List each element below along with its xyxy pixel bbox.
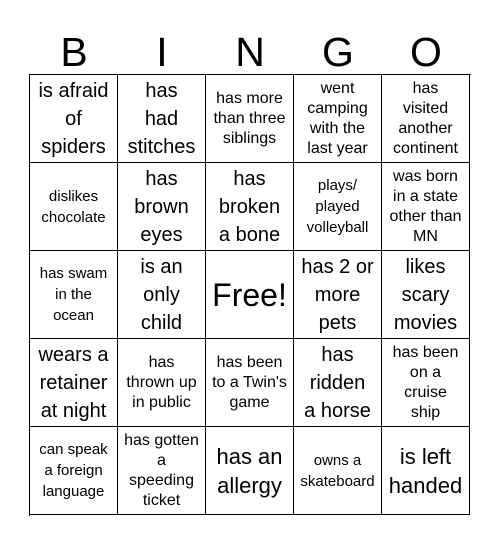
bingo-cell-text: has been on a cruise ship — [392, 343, 459, 421]
bingo-cell-text: plays/ played volleyball — [306, 177, 369, 236]
bingo-cell-g1[interactable] — [294, 75, 382, 163]
bingo-cell-text: is an only child — [140, 255, 183, 334]
bingo-cell-text: is left handed — [388, 443, 463, 498]
bingo-cell-b5[interactable] — [30, 427, 118, 515]
bingo-cell-g3[interactable] — [294, 251, 382, 339]
bingo-cell-text: has brown eyes — [134, 167, 189, 246]
bingo-cell-n4[interactable] — [206, 339, 294, 427]
bingo-cell-text: has more than three siblings — [213, 89, 286, 147]
bingo-cell-free[interactable] — [206, 251, 294, 339]
bingo-cell-n1[interactable] — [206, 75, 294, 163]
bingo-cell-o1[interactable] — [382, 75, 470, 163]
bingo-cell-text: has visited another continent — [393, 79, 458, 157]
bingo-cell-text: owns a skateboard — [300, 451, 375, 490]
bingo-board — [29, 74, 471, 516]
bingo-cell-i3[interactable] — [118, 251, 206, 339]
bingo-header — [30, 30, 470, 74]
bingo-cell-o5[interactable] — [382, 427, 470, 515]
header-letter-n: N — [235, 28, 265, 75]
bingo-cell-text: was born in a state other than MN — [389, 167, 462, 245]
header-letter-i: I — [156, 28, 168, 75]
bingo-cell-text: has an allergy — [216, 443, 283, 498]
bingo-cell-text: has broken a bone — [218, 167, 281, 246]
bingo-cell-o4[interactable] — [382, 339, 470, 427]
bingo-cell-text: dislikes chocolate — [41, 187, 106, 226]
bingo-cell-text: has ridden a horse — [304, 343, 371, 422]
bingo-cell-text: has had stitches — [127, 79, 196, 158]
bingo-cell-text: has swam in the ocean — [39, 265, 108, 324]
bingo-cell-text: likes scary movies — [393, 255, 458, 334]
bingo-cell-n2[interactable] — [206, 163, 294, 251]
bingo-cell-b2[interactable] — [30, 163, 118, 251]
bingo-cell-g4[interactable] — [294, 339, 382, 427]
bingo-cell-b4[interactable] — [30, 339, 118, 427]
header-letter-o: O — [410, 28, 442, 75]
header-letter-g: G — [322, 28, 354, 75]
bingo-cell-text: has 2 or more pets — [301, 255, 374, 334]
free-space-text: Free! — [212, 276, 287, 313]
bingo-cell-n5[interactable] — [206, 427, 294, 515]
header-letter-b: B — [60, 28, 88, 75]
bingo-cell-text: is afraid of spiders — [38, 79, 109, 158]
bingo-cell-b3[interactable] — [30, 251, 118, 339]
bingo-cell-i5[interactable] — [118, 427, 206, 515]
bingo-cell-o2[interactable] — [382, 163, 470, 251]
bingo-cell-g5[interactable] — [294, 427, 382, 515]
bingo-cell-text: went camping with the last year — [307, 79, 368, 157]
bingo-cell-text: has gotten a speeding ticket — [124, 431, 199, 509]
bingo-cell-text: wears a retainer at night — [38, 343, 109, 422]
bingo-cell-g2[interactable] — [294, 163, 382, 251]
bingo-cell-i2[interactable] — [118, 163, 206, 251]
bingo-cell-i1[interactable] — [118, 75, 206, 163]
bingo-cell-i4[interactable] — [118, 339, 206, 427]
bingo-cell-b1[interactable] — [30, 75, 118, 163]
bingo-cell-text: has thrown up in public — [126, 353, 197, 411]
bingo-cell-text: can speak a foreign language — [39, 441, 108, 500]
bingo-cell-text: has been to a Twin's game — [212, 353, 287, 411]
bingo-cell-o3[interactable] — [382, 251, 470, 339]
